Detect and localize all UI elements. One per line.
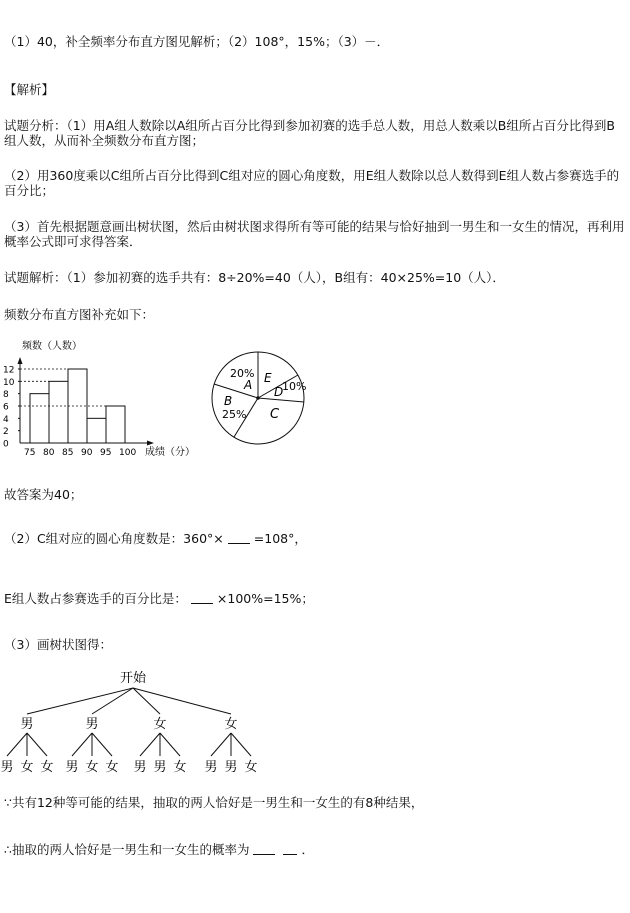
y-tick-label: 4 — [3, 414, 9, 425]
pie-chart — [212, 352, 306, 444]
pie-label-b: B — [224, 394, 233, 408]
tree-level2-node: 女 — [173, 760, 187, 775]
tree-branch — [133, 688, 231, 714]
tree-level1-node: 女 — [224, 717, 238, 732]
tree-branch — [140, 733, 160, 756]
analysis-header: 【解析】 — [4, 82, 55, 97]
tree-branch — [92, 733, 112, 756]
pie-label-d: D — [274, 385, 284, 399]
tree-level2-node: 女 — [20, 760, 34, 775]
x-tick-label: 75 — [24, 448, 36, 458]
pie-percent-a: 20% — [230, 367, 255, 380]
histogram-bar — [87, 418, 106, 443]
percent-prefix: E组人数占参赛选手的百分比是： — [4, 591, 187, 606]
tree-level2-node: 男 — [153, 760, 167, 775]
analysis-paragraph-1: 试题分析：（1）用A组人数除以A组所占百分比得到参加初赛的选手总人数，用总人数乘以B组所占百分比得到B组人数，从而补全频数分布直方图； — [4, 118, 615, 148]
tree-level2-node: 男 — [133, 760, 147, 775]
angle-prefix: （2）C组对应的圆心角度数是：360°× — [4, 531, 224, 546]
tree-root: 开始 — [119, 671, 147, 686]
histogram-bar — [49, 381, 68, 443]
tree-level2-node: 女 — [40, 760, 54, 775]
x-axis-arrow — [147, 441, 154, 446]
tree-level2-node: 男 — [65, 760, 79, 775]
tree-branch — [7, 733, 27, 756]
angle-suffix: =108°， — [253, 531, 307, 546]
histogram-and-pie-figure — [0, 335, 630, 475]
fraction-bar — [283, 846, 297, 855]
histogram — [3, 339, 195, 458]
analysis-paragraph-2: （2）用360度乘以C组所占百分比得到C组对应的圆心角度数，用E组人数除以总人数得到E组人数占参赛选手的百分比； — [4, 168, 620, 198]
x-tick-label: 85 — [62, 448, 74, 458]
pie-center — [256, 396, 260, 400]
pie-label-a: A — [244, 378, 253, 392]
tree-branch — [92, 688, 133, 714]
x-tick-label: 100 — [119, 448, 137, 458]
tree-level1-node: 男 — [85, 717, 99, 732]
analysis-paragraph-3: （3）首先根据题意画出树状图，然后由树状图求得所有等可能的结果与恰好抽到一男生和一女生的情况，再利用概率公式即可求得答案． — [4, 219, 625, 249]
tree-level2-node: 女 — [85, 760, 99, 775]
tree-branch — [211, 733, 231, 756]
pie-label-c: C — [270, 407, 280, 422]
tree-level2-node: 女 — [105, 760, 119, 775]
result-prefix: ∴抽取的两人恰好是一男生和一女生的概率为 — [4, 842, 250, 857]
y-tick-label: 2 — [3, 427, 9, 438]
percent-line — [4, 591, 314, 606]
result-suffix: ． — [301, 842, 314, 857]
y-tick-label: 6 — [3, 402, 9, 413]
tree-branch — [27, 733, 47, 756]
histogram-ylabel: 频数（人数） — [22, 341, 82, 352]
solution-line-2: 频数分布直方图补充如下： — [4, 307, 155, 322]
tree-branch — [231, 733, 251, 756]
tree-level2-node: 女 — [244, 760, 258, 775]
tree-intro: （3）画树状图得： — [4, 637, 112, 652]
x-tick-label: 95 — [100, 448, 112, 458]
result-line-2 — [4, 842, 314, 857]
tree-level1-node: 女 — [153, 717, 167, 732]
tree-diagram — [0, 668, 630, 780]
pie-percent-d: 10% — [282, 380, 307, 393]
tree-branch — [27, 688, 133, 714]
y-tick-label: 12 — [3, 365, 15, 376]
tree-branch — [72, 733, 92, 756]
percent-suffix: ×100%=15%； — [216, 591, 314, 606]
histogram-bar — [30, 394, 49, 443]
x-tick-label: 80 — [43, 448, 55, 458]
pie-percent-b: 25% — [222, 408, 247, 421]
y-tick-label: 10 — [3, 377, 15, 388]
y-tick-label: 8 — [3, 390, 9, 401]
result-line-1: ∵共有12种等可能的结果，抽取的两人恰好是一男生和一女生的有8种结果， — [4, 795, 424, 810]
y-tick-label: 0 — [3, 439, 9, 450]
solution-line-1: 试题解析：（1）参加初赛的选手共有：8÷20%=40（人），B组有：40×25%=10（人）． — [4, 270, 505, 285]
histogram-xlabel: 成绩（分） — [145, 447, 195, 458]
tree-level1-node: 男 — [20, 717, 34, 732]
tree-branch — [160, 733, 180, 756]
fraction-bar — [253, 846, 275, 855]
x-tick-label: 90 — [81, 448, 93, 458]
tree-level2-node: 男 — [0, 760, 14, 775]
answer-40-line: 故答案为40； — [4, 487, 83, 502]
tree-level2-node: 男 — [204, 760, 218, 775]
fraction-bar — [191, 595, 213, 604]
pie-label-e: E — [264, 371, 272, 385]
answer-line: （1）40，补全频率分布直方图见解析；（2）108°，15%；（3）－． — [4, 34, 390, 49]
angle-line — [4, 531, 307, 546]
tree-level2-node: 男 — [224, 760, 238, 775]
fraction-bar — [228, 535, 250, 544]
y-axis-arrow — [18, 357, 23, 364]
histogram-bar — [106, 406, 125, 443]
